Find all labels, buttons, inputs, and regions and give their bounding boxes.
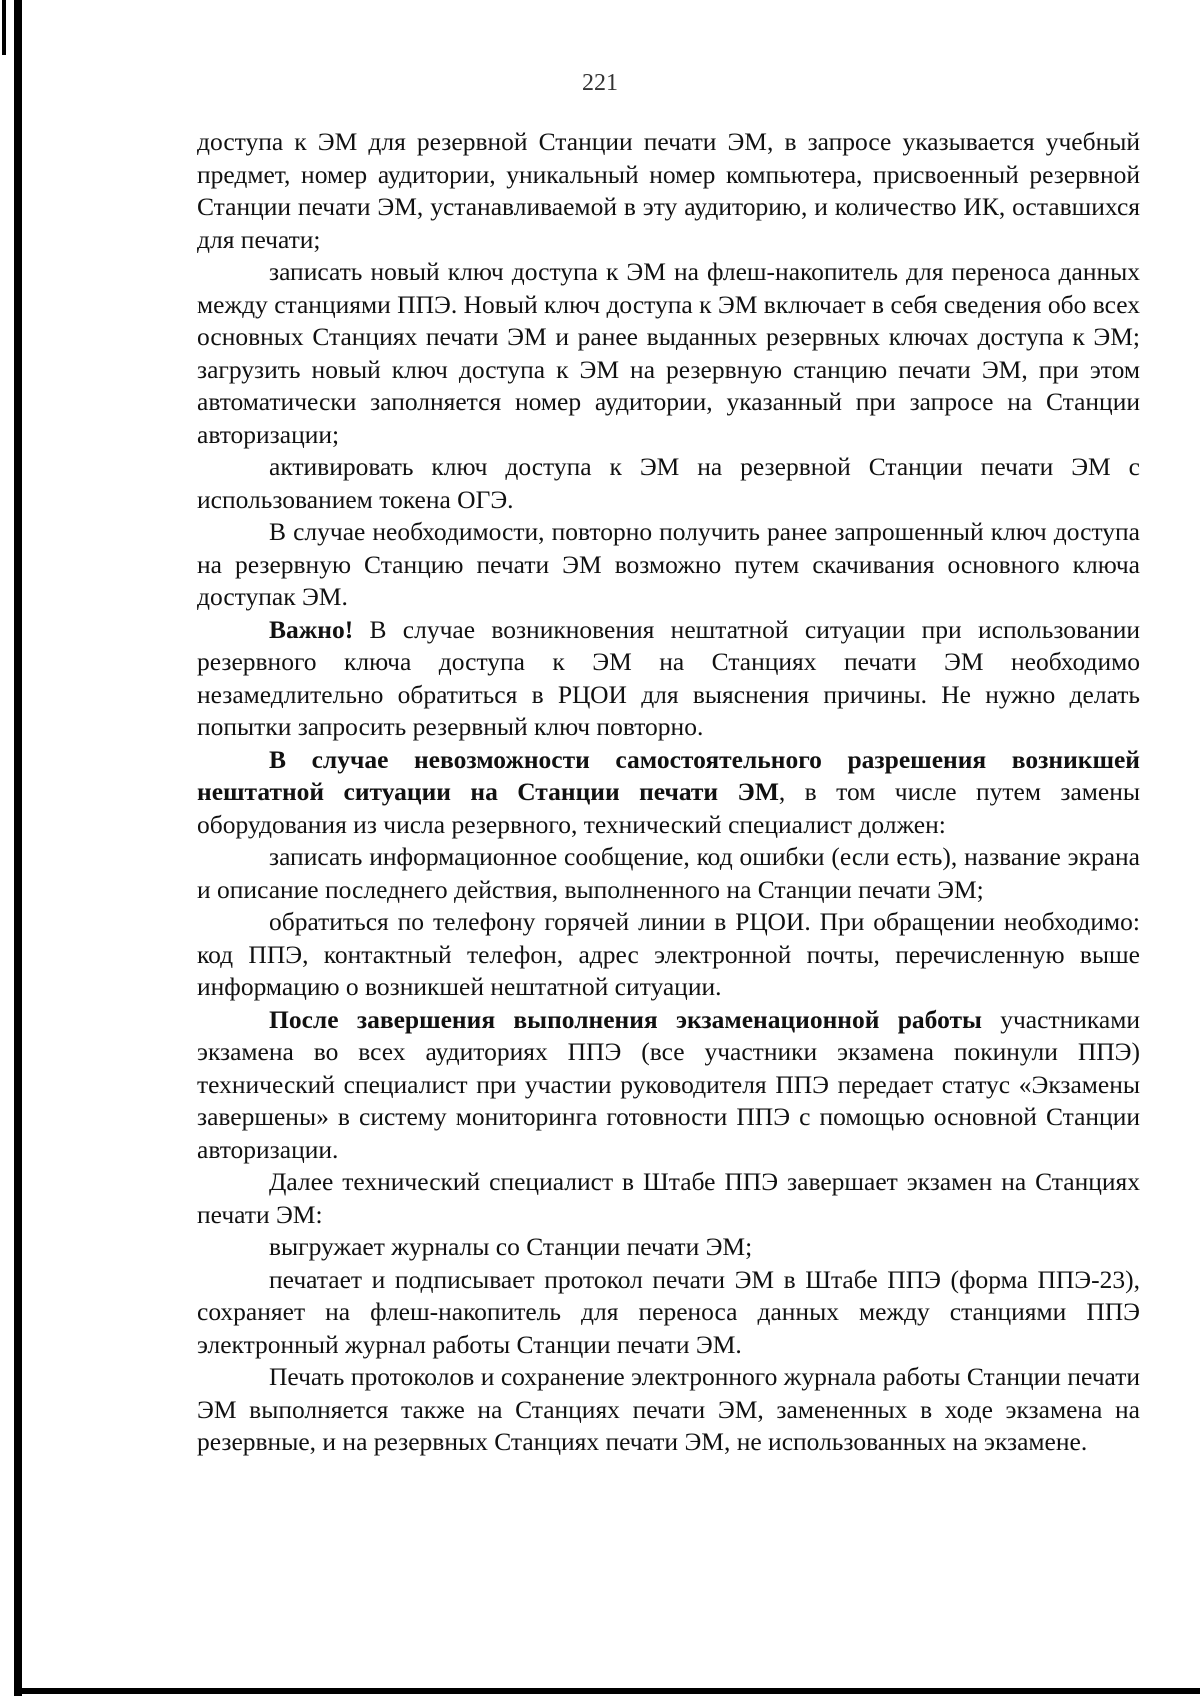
paragraph-text: В случае возникновения нештатной ситуации при использовании резервного ключа доступа к ЭМ на Станциях печати ЭМ необходимо незамедлительно обратиться в РЦОИ для выяснения причины. Не нужно делать попытки запросить резервный ключ повторно. — [197, 614, 1140, 741]
scan-edge-mark — [2, 0, 6, 55]
paragraph-text: обратиться по телефону горячей линии в РЦОИ. При обращении необходимо: код ППЭ, контактный телефон, адрес электронной почты, перечисленную выше информацию о возникшей нештатной ситуации. — [197, 907, 1140, 1001]
paragraph-text: активировать ключ доступа к ЭМ на резервной Станции печати ЭМ с использованием токена ОГЭ. — [197, 452, 1140, 514]
paragraph-text: записать новый ключ доступа к ЭМ на флеш-накопитель для переноса данных между станциями ППЭ. Новый ключ доступа к ЭМ включает в себя сведения обо всех основных Станциях печати ЭМ и ранее выданных резервных ключах доступа к ЭМ; загрузить новый ключ доступа к ЭМ на резервную станцию печати ЭМ, при этом автоматически заполняется номер аудитории, указанный при запросе на Станции авторизации; — [197, 257, 1140, 449]
paragraph — [197, 1166, 1140, 1231]
paragraph-text: печатает и подписывает протокол печати ЭМ в Штабе ППЭ (форма ППЭ-23), сохраняет на флеш-накопитель для переноса данных между станциями ППЭ электронный журнал работы Станции печати ЭМ. — [197, 1264, 1140, 1359]
bold-text: Важно! — [269, 614, 354, 644]
paragraph — [197, 744, 1140, 842]
document-body — [197, 126, 1140, 1459]
paragraph-text: Далее технический специалист в Штабе ППЭ завершает экзамен на Станциях печати ЭМ: — [197, 1167, 1140, 1229]
paragraph-text: В случае необходимости, повторно получить ранее запрошенный ключ доступа на резервную Станцию печати ЭМ возможно путем скачивания основного ключа доступак ЭМ. — [197, 517, 1140, 611]
paragraph-text: записать информационное сообщение, код ошибки (если есть), название экрана и описание последнего действия, выполненного на Станции печати ЭМ; — [197, 842, 1140, 904]
paragraph — [197, 1361, 1140, 1459]
bold-text: После завершения выполнения экзаменационной работы — [269, 1004, 982, 1034]
paragraph — [197, 1004, 1140, 1167]
paragraph — [197, 906, 1140, 1004]
paragraph — [197, 614, 1140, 744]
paragraph-text: Печать протоколов и сохранение электронного журнала работы Станции печати ЭМ выполняется также на Станциях печати ЭМ, замененных в ходе экзамена на резервные, и на резервных Станциях печати ЭМ, не использованных на экзамене. — [197, 1362, 1140, 1456]
paragraph — [197, 841, 1140, 906]
scan-left-border — [14, 0, 22, 1696]
paragraph-text: доступа к ЭМ для резервной Станции печати ЭМ, в запросе указывается учебный предмет, номер аудитории, уникальный номер компьютера, присвоенный резервной Станции печати ЭМ, устанавливаемой в эту аудиторию, и количество ИК, оставшихся для печати; — [197, 127, 1140, 254]
paragraph — [197, 516, 1140, 614]
bold-text: В случае невозможности самостоятельного разрешения возникшей нештатной ситуации на Станции печати ЭМ — [197, 744, 1140, 806]
paragraph-text: участниками экзамена во всех аудиториях ППЭ (все участники экзамена покинули ППЭ) технический специалист при участии руководителя ППЭ передает статус «Экзамены завершены» в систему мониторинга готовности ППЭ с помощью основной Станции авторизации. — [197, 1004, 1140, 1164]
paragraph — [197, 451, 1140, 516]
paragraph — [197, 256, 1140, 451]
paragraph — [197, 1264, 1140, 1362]
scan-bottom-border — [14, 1688, 1200, 1694]
paragraph-text: выгружает журналы со Станции печати ЭМ; — [269, 1232, 753, 1261]
paragraph-text: , в том числе путем замены оборудования из числа резервного, технический специалист должен: — [197, 777, 1141, 839]
page-number: 221 — [582, 70, 618, 96]
paragraph — [197, 126, 1140, 256]
paragraph — [197, 1231, 1140, 1264]
